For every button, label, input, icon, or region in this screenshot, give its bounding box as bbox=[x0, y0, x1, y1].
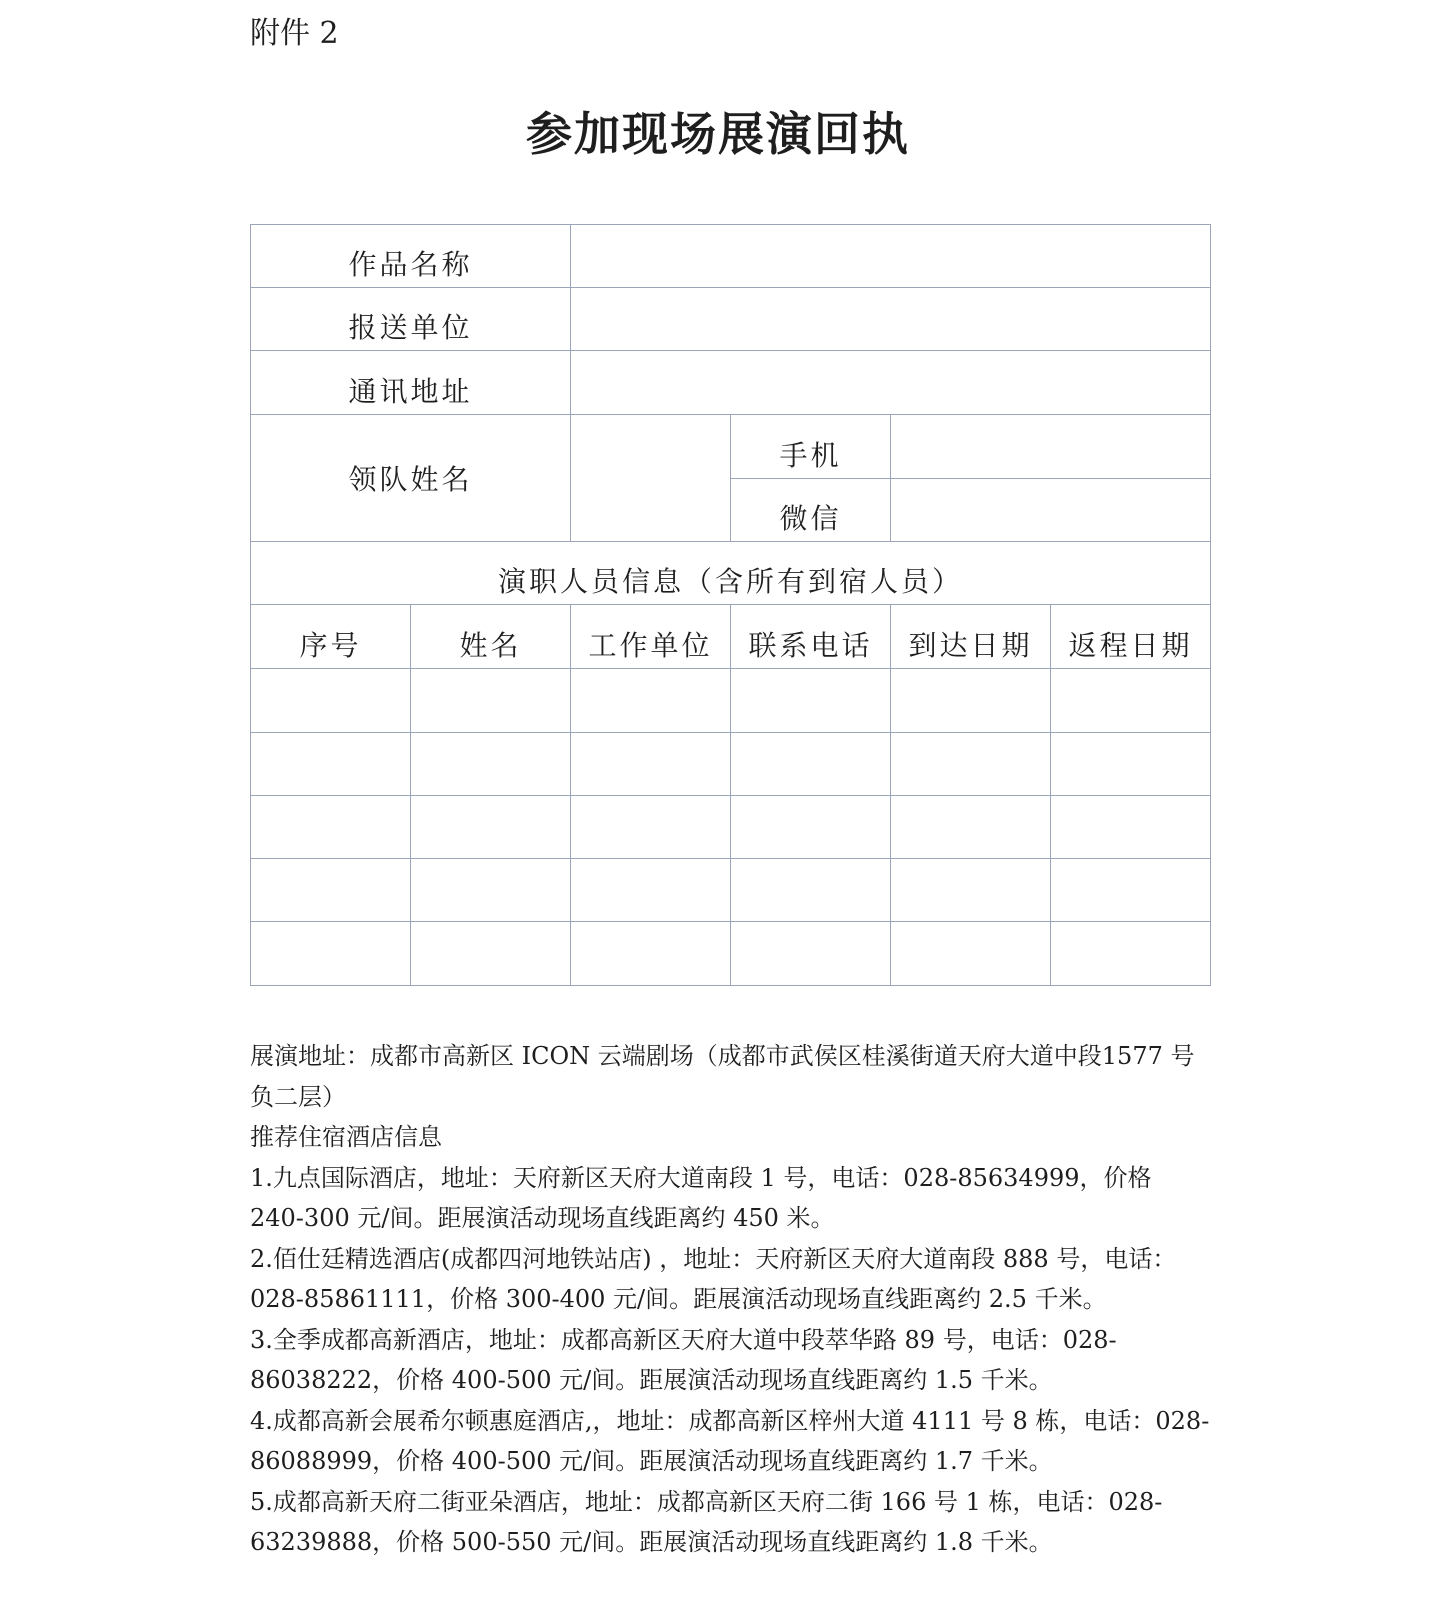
team-leader-label: 领队姓名 bbox=[251, 415, 571, 542]
table-row bbox=[251, 796, 1211, 859]
table-cell[interactable] bbox=[571, 733, 731, 796]
wechat-field[interactable] bbox=[891, 479, 1211, 542]
table-cell[interactable] bbox=[891, 922, 1051, 986]
table-cell[interactable] bbox=[891, 796, 1051, 859]
table-cell[interactable] bbox=[251, 669, 411, 733]
column-header-work-unit: 工作单位 bbox=[571, 605, 731, 669]
receipt-form-table bbox=[250, 224, 1211, 986]
column-header-phone: 联系电话 bbox=[731, 605, 891, 669]
team-leader-field[interactable] bbox=[571, 415, 731, 542]
mobile-field[interactable] bbox=[891, 415, 1211, 479]
mobile-label: 手机 bbox=[731, 415, 891, 479]
table-cell[interactable] bbox=[891, 733, 1051, 796]
attachment-label: 附件 2 bbox=[250, 16, 339, 51]
hotel-item: 3.全季成都高新酒店，地址：成都高新区天府大道中段萃华路 89 号，电话：028-86038222，价格 400-500 元/间。距展演活动现场直线距离约 1.5 千米。 bbox=[250, 1325, 1117, 1394]
table-cell[interactable] bbox=[891, 669, 1051, 733]
column-header-name: 姓名 bbox=[411, 605, 571, 669]
column-header-index: 序号 bbox=[251, 605, 411, 669]
table-cell[interactable] bbox=[1051, 859, 1211, 922]
table-row bbox=[251, 669, 1211, 733]
table-cell[interactable] bbox=[891, 859, 1051, 922]
table-row bbox=[251, 922, 1211, 986]
hotel-item: 5.成都高新天府二街亚朵酒店，地址：成都高新区天府二街 166 号 1 栋，电话：028-63239888，价格 500-550 元/间。距展演活动现场直线距离约 1.8 千米。 bbox=[250, 1487, 1163, 1556]
table-cell[interactable] bbox=[411, 669, 571, 733]
table-cell[interactable] bbox=[571, 796, 731, 859]
table-cell[interactable] bbox=[251, 922, 411, 986]
table-row bbox=[251, 859, 1211, 922]
table-cell[interactable] bbox=[251, 859, 411, 922]
submitting-unit-field[interactable] bbox=[571, 288, 1211, 351]
table-cell[interactable] bbox=[411, 796, 571, 859]
members-section-title: 演职人员信息（含所有到宿人员） bbox=[251, 542, 1211, 605]
notes-section bbox=[250, 1036, 1210, 1563]
table-row bbox=[251, 733, 1211, 796]
table-cell[interactable] bbox=[731, 733, 891, 796]
table-cell[interactable] bbox=[1051, 922, 1211, 986]
table-cell[interactable] bbox=[731, 669, 891, 733]
work-name-field[interactable] bbox=[571, 225, 1211, 288]
table-cell[interactable] bbox=[731, 922, 891, 986]
table-cell[interactable] bbox=[571, 922, 731, 986]
submitting-unit-label: 报送单位 bbox=[251, 288, 571, 351]
hotels-heading: 推荐住宿酒店信息 bbox=[250, 1123, 442, 1151]
venue-address: 展演地址：成都市高新区 ICON 云端剧场（成都市武侯区桂溪街道天府大道中段1577 号负二层） bbox=[250, 1042, 1195, 1111]
mailing-address-field[interactable] bbox=[571, 351, 1211, 415]
table-cell[interactable] bbox=[731, 859, 891, 922]
table-cell[interactable] bbox=[411, 733, 571, 796]
column-header-return-date: 返程日期 bbox=[1051, 605, 1211, 669]
column-header-arrival-date: 到达日期 bbox=[891, 605, 1051, 669]
table-cell[interactable] bbox=[411, 922, 571, 986]
table-cell[interactable] bbox=[1051, 796, 1211, 859]
table-cell[interactable] bbox=[731, 796, 891, 859]
mailing-address-label: 通讯地址 bbox=[251, 351, 571, 415]
table-cell[interactable] bbox=[571, 669, 731, 733]
wechat-label: 微信 bbox=[731, 479, 891, 542]
hotel-item: 1.九点国际酒店，地址：天府新区天府大道南段 1 号，电话：028-85634999，价格 240-300 元/间。距展演活动现场直线距离约 450 米。 bbox=[250, 1163, 1152, 1232]
table-cell[interactable] bbox=[251, 733, 411, 796]
table-cell[interactable] bbox=[1051, 669, 1211, 733]
hotel-item: 4.成都高新会展希尔顿惠庭酒店,，地址：成都高新区梓州大道 4111 号 8 栋，电话：028-86088999，价格 400-500 元/间。距展演活动现场直线距离约 1.7 千米。 bbox=[250, 1406, 1210, 1475]
work-name-label: 作品名称 bbox=[251, 225, 571, 288]
table-cell[interactable] bbox=[251, 796, 411, 859]
table-cell[interactable] bbox=[411, 859, 571, 922]
table-cell[interactable] bbox=[1051, 733, 1211, 796]
hotel-item: 2.佰仕廷精选酒店(成都四河地铁站店) ，地址：天府新区天府大道南段 888 号，电话：028-85861111，价格 300-400 元/间。距展演活动现场直线距离约 2.5 千米。 bbox=[250, 1244, 1177, 1313]
table-cell[interactable] bbox=[571, 859, 731, 922]
page-title: 参加现场展演回执 bbox=[526, 107, 910, 161]
